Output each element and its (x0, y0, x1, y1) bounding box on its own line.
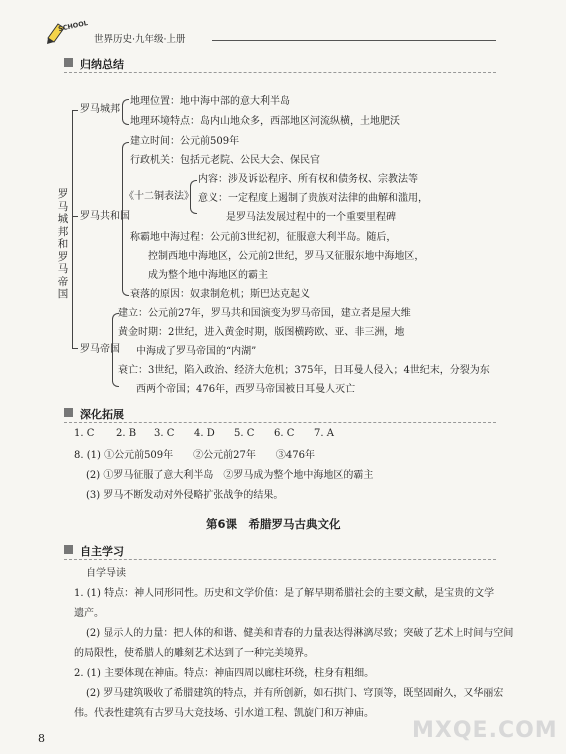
logo-text: SCHOOL (57, 18, 89, 34)
empire-established: 建立：公元前27年，罗马共和国演变为罗马帝国，建立者是屋大维 (118, 308, 411, 319)
republic-brace (122, 142, 129, 296)
twelve-tables-significance: 意义：一定程度上遏制了贵族对法律的曲解和滥用， (198, 193, 428, 204)
lesson-title: 第6课 希腊罗马古典文化 (206, 517, 341, 531)
twelve-tables-label: 《十二铜表法》 (124, 191, 194, 202)
root-bracket (72, 110, 73, 348)
empire-decline: 西两个帝国；476年，西罗马帝国被日耳曼人灭亡 (136, 384, 356, 395)
republic-decline: 衰落的原因：奴隶制危机；斯巴达克起义 (130, 289, 310, 300)
answer-line: 1. (1) 特点：神人同形同性。历史和文学价值：是了解早期希腊社会的主要文献，是宝贵的文学 (74, 588, 495, 599)
root-label: 罗马城邦和罗马帝国 (57, 188, 69, 300)
republic-label: 罗马共和国 (80, 211, 130, 222)
section-heading-summary: 归纳总结 (80, 58, 124, 71)
q8-answer: (3) 罗马不断发动对外侵略扩张战争的结果。 (86, 490, 284, 501)
conquest-line: 称霸地中海过程：公元前3世纪初，征服意大利半岛。随后， (130, 232, 397, 243)
choice-answer: 3. C (154, 428, 175, 439)
running-title: 世界历史·九年级·上册 (94, 34, 186, 45)
school-logo (44, 18, 89, 48)
choice-answer: 6. C (274, 428, 295, 439)
twelve-tables-content: 内容：涉及诉讼程序、所有权和债务权、宗教法等 (198, 174, 418, 185)
section-divider (64, 559, 496, 560)
choice-answer: 5. C (234, 428, 255, 439)
choice-answer: 1. C (74, 428, 95, 439)
empire-decline: 衰亡：3世纪，陷入政治、经济大危机；375年，日耳曼人侵入；4世纪末，分裂为东 (118, 365, 490, 376)
republic-organs: 行政机关：包括元老院、公民大会、保民官 (130, 155, 320, 166)
answer-line: (2) 显示人的力量：把人体的和谐、健美和青春的力量表达得淋漓尽致；突破了艺术上时间与空间 (86, 628, 514, 639)
section-heading-extension: 深化拓展 (80, 408, 124, 421)
self-study-subheading: 自学导读 (86, 568, 126, 579)
answer-line: 伟。代表性建筑有古罗马大竞技场、引水道工程、凯旋门和万神庙。 (74, 708, 374, 719)
section-marker-icon (64, 58, 73, 67)
section-divider (64, 72, 496, 73)
header-rule (212, 40, 496, 41)
twelve-tables-brace (190, 180, 197, 214)
watermark: MXQE.COM (412, 718, 558, 743)
choice-answer: 7. A (314, 428, 334, 439)
empire-golden: 黄金时期：2世纪，进入黄金时期，版图横跨欧、亚、非三洲，地 (118, 327, 405, 338)
q8-answer: 8. (1) ①公元前509年 ②公元前27年 ③476年 (74, 450, 315, 461)
choice-answer: 2. B (116, 428, 137, 439)
answer-line: 遗产。 (74, 608, 104, 619)
empire-label: 罗马帝国 (80, 344, 120, 355)
page-number: 8 (38, 732, 45, 745)
city-state-line: 地理位置：地中海中部的意大利半岛 (130, 96, 290, 107)
conquest-line: 控制西地中海地区，公元前2世纪，罗马又征服东地中海地区， (148, 251, 425, 262)
city-state-brace (122, 99, 129, 125)
section-heading-self-study: 自主学习 (80, 545, 124, 558)
answer-line: (2) 罗马建筑吸收了希腊建筑的特点，并有所创新，如石拱门、穹顶等，既坚固耐久，又华丽宏 (86, 688, 504, 699)
answer-line: 2. (1) 主要体现在神庙。特点：神庙四周以廊柱环绕，柱身有粗细。 (74, 668, 375, 679)
choice-answer: 4. D (194, 428, 215, 439)
section-divider (64, 422, 496, 423)
section-marker-icon (64, 408, 73, 417)
section-marker-icon (64, 545, 73, 554)
q8-answer: (2) ①罗马征服了意大利半岛 ②罗马成为整个地中海地区的霸主 (86, 470, 374, 481)
conquest-line: 成为整个地中海地区的霸主 (148, 270, 268, 281)
twelve-tables-significance: 是罗马法发展过程中的一个重要里程碑 (226, 212, 396, 223)
city-state-line: 地理环境特点：岛内山地众多，西部地区河流纵横，土地肥沃 (130, 116, 400, 127)
empire-golden: 中海成了罗马帝国的“内湖” (136, 346, 257, 357)
answer-line: 的局限性，使希腊人的雕刻艺术达到了一种完美境界。 (74, 648, 314, 659)
republic-established: 建立时间：公元前509年 (130, 136, 240, 147)
city-state-label: 罗马城邦 (80, 104, 120, 115)
